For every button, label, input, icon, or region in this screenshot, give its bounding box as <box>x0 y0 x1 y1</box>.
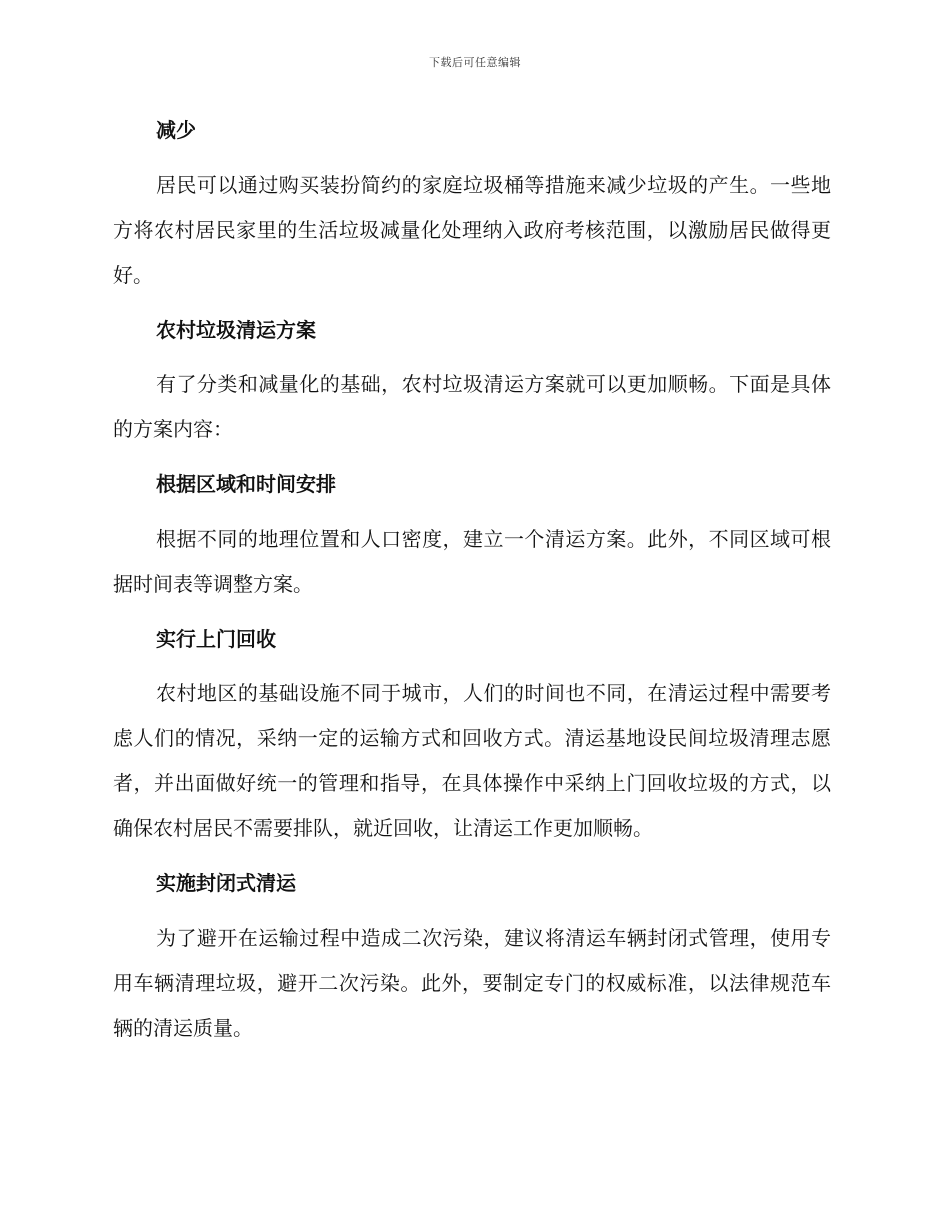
section-paragraph-reduce: 居民可以通过购买装扮简约的家庭垃圾桶等措施来减少垃圾的产生。一些地方将农村居民家里的生活垃圾减量化处理纳入政府考核范围，以激励居民做得更好。 <box>113 173 831 287</box>
section-heading-region-schedule: 根据区域和时间安排 <box>156 472 336 496</box>
page-header-note: 下载后可任意编辑 <box>429 56 521 69</box>
section-heading-reduce: 减少 <box>156 118 196 142</box>
section-heading-closed-transport: 实施封闭式清运 <box>156 871 296 895</box>
section-paragraph-region-schedule: 根据不同的地理位置和人口密度，建立一个清运方案。此外，不同区域可根据时间表等调整方案。 <box>113 527 831 596</box>
section-heading-cleanup-plan: 农村垃圾清运方案 <box>156 318 316 342</box>
document-body <box>113 110 831 1051</box>
section-paragraph-cleanup-plan: 有了分类和减量化的基础，农村垃圾清运方案就可以更加顺畅。下面是具体的方案内容： <box>113 372 831 441</box>
section-paragraph-door-collection: 农村地区的基础设施不同于城市，人们的时间也不同，在清运过程中需要考虑人们的情况，采纳一定的运输方式和回收方式。清运基地设民间垃圾清理志愿者，并出面做好统一的管理和指导，在具体操作中采纳上门回收垃圾的方式，以确保农村居民不需要排队，就近回收，让清运工作更加顺畅。 <box>113 681 831 840</box>
section-heading-door-collection: 实行上门回收 <box>156 627 276 651</box>
section-paragraph-closed-transport: 为了避开在运输过程中造成二次污染，建议将清运车辆封闭式管理，使用专用车辆清理垃圾，避开二次污染。此外，要制定专门的权威标准，以法律规范车辆的清运质量。 <box>113 926 831 1040</box>
